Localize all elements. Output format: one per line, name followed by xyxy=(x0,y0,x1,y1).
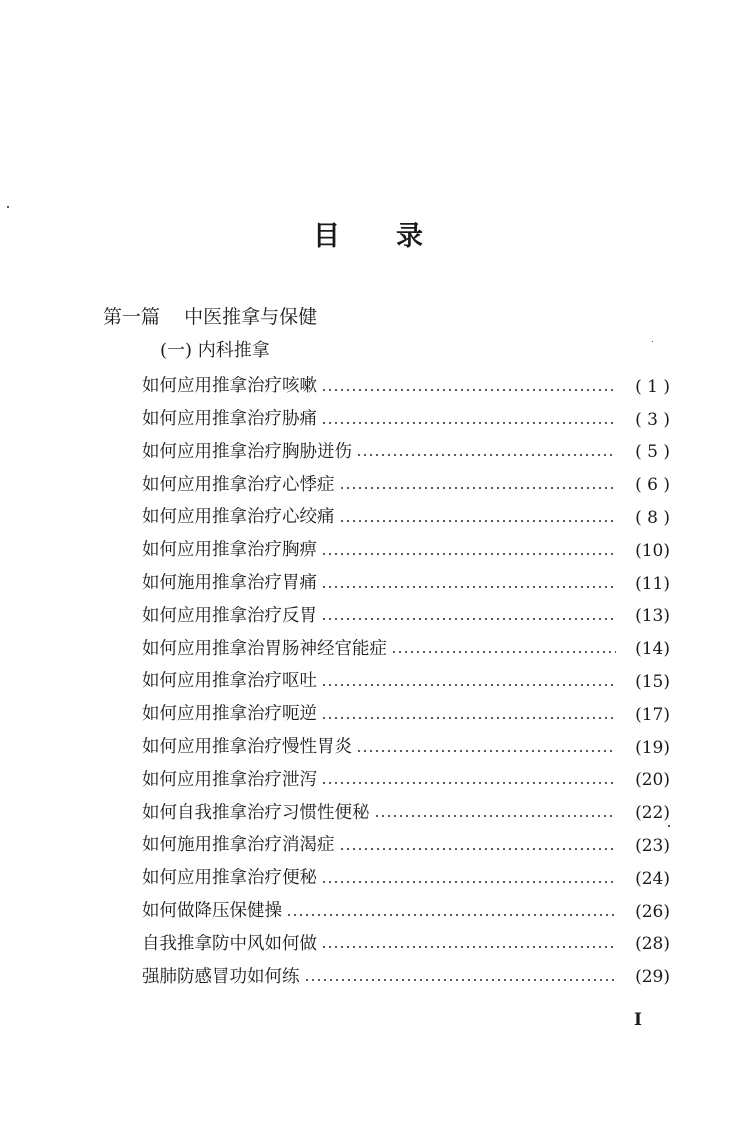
toc-entry-title: 如何应用推拿治疗心绞痛 xyxy=(142,507,335,528)
toc-entry[interactable] xyxy=(142,595,670,628)
dot-leader xyxy=(391,651,616,653)
toc-entry-title: 如何应用推拿治疗胸胁迸伤 xyxy=(142,441,352,462)
dot-leader xyxy=(356,454,616,456)
toc-entry[interactable] xyxy=(142,693,670,726)
toc-entry-title: 如何应用推拿治疗便秘 xyxy=(142,868,317,889)
toc-entry[interactable] xyxy=(142,726,670,759)
toc-entry-page: ( 1 ) xyxy=(635,376,670,397)
toc-entry-title: 如何应用推拿治疗咳嗽 xyxy=(142,376,317,397)
toc-entry-title: 如何应用推拿治疗呕吐 xyxy=(142,671,317,692)
dot-leader xyxy=(321,782,616,784)
toc-entry-page: ( 8 ) xyxy=(635,507,670,528)
toc-entry-page: (13) xyxy=(635,606,670,627)
dot-leader xyxy=(321,881,616,883)
toc-entry-page: (17) xyxy=(635,704,670,725)
toc-list xyxy=(142,365,670,988)
scan-speck xyxy=(7,206,9,208)
dot-leader xyxy=(321,618,616,620)
toc-entry[interactable] xyxy=(142,923,670,956)
dot-leader xyxy=(286,914,616,916)
toc-entry[interactable] xyxy=(142,529,670,562)
toc-entry[interactable] xyxy=(142,431,670,464)
toc-entry-page: (19) xyxy=(635,737,670,758)
dot-leader xyxy=(304,979,617,981)
toc-entry-page: (22) xyxy=(635,803,670,824)
toc-entry[interactable] xyxy=(142,562,670,595)
dot-leader xyxy=(356,750,616,752)
toc-entry-title: 如何施用推拿治疗胃痛 xyxy=(142,573,317,594)
toc-entry-page: ( 5 ) xyxy=(635,442,670,463)
dot-leader xyxy=(321,586,616,588)
dot-leader xyxy=(321,684,616,686)
toc-entry[interactable] xyxy=(142,627,670,660)
toc-entry-title: 如何应用推拿治疗心悸症 xyxy=(142,474,335,495)
toc-entry[interactable] xyxy=(142,890,670,923)
toc-entry-title: 如何应用推拿治胃肠神经官能症 xyxy=(142,638,387,659)
toc-entry[interactable] xyxy=(142,857,670,890)
toc-entry[interactable] xyxy=(142,759,670,792)
toc-entry-page: ( 6 ) xyxy=(635,475,670,496)
toc-entry-page: (14) xyxy=(635,639,670,660)
dot-leader xyxy=(321,389,616,391)
toc-entry-page: ( 3 ) xyxy=(635,409,670,430)
toc-entry[interactable] xyxy=(142,660,670,693)
scan-speck xyxy=(652,341,653,342)
dot-leader xyxy=(321,946,616,948)
toc-entry-title: 如何应用推拿治疗反胃 xyxy=(142,605,317,626)
toc-entry-title: 如何应用推拿治疗慢性胃炎 xyxy=(142,737,352,758)
page-title-char-2: 录 xyxy=(396,221,423,252)
toc-entry[interactable] xyxy=(142,398,670,431)
toc-entry-title: 强肺防感冒功如何练 xyxy=(142,966,300,987)
toc-entry[interactable] xyxy=(142,463,670,496)
toc-entry-page: (24) xyxy=(635,868,670,889)
toc-entry-title: 自我推拿防中风如何做 xyxy=(142,933,317,954)
dot-leader xyxy=(339,848,617,850)
scan-speck xyxy=(668,825,670,827)
section-title: 第一篇 中医推拿与保健 xyxy=(103,306,318,328)
toc-entry-page: (28) xyxy=(635,934,670,955)
toc-entry-page: (29) xyxy=(635,967,670,988)
toc-entry-title: 如何自我推拿治疗习惯性便秘 xyxy=(142,802,370,823)
page-title xyxy=(0,214,736,253)
dot-leader xyxy=(339,487,617,489)
page-title-char-1: 目 xyxy=(313,221,340,252)
toc-entry-page: (26) xyxy=(635,901,670,922)
toc-entry[interactable] xyxy=(142,496,670,529)
toc-entry-title: 如何应用推拿治疗泄泻 xyxy=(142,769,317,790)
toc-entry-title: 如何应用推拿治疗呃逆 xyxy=(142,704,317,725)
dot-leader xyxy=(321,422,616,424)
dot-leader xyxy=(339,520,617,522)
toc-entry-title: 如何应用推拿治疗胁痛 xyxy=(142,409,317,430)
toc-entry-title: 如何做降压保健操 xyxy=(142,901,282,922)
toc-entry[interactable] xyxy=(142,791,670,824)
toc-entry[interactable] xyxy=(142,365,670,398)
toc-entry-title: 如何施用推拿治疗消渴症 xyxy=(142,835,335,856)
toc-entry-page: (10) xyxy=(635,540,670,561)
subsection-title: (一) 内科推拿 xyxy=(160,340,270,361)
dot-leader xyxy=(374,815,617,817)
toc-entry[interactable] xyxy=(142,824,670,857)
toc-entry-page: (23) xyxy=(635,835,670,856)
dot-leader xyxy=(321,553,616,555)
page-number: I xyxy=(634,1010,642,1030)
toc-entry-page: (20) xyxy=(635,770,670,791)
dot-leader xyxy=(321,717,616,719)
toc-entry-page: (11) xyxy=(635,573,670,594)
toc-entry-title: 如何应用推拿治疗胸痹 xyxy=(142,540,317,561)
toc-entry-page: (15) xyxy=(635,671,670,692)
toc-entry[interactable] xyxy=(142,955,670,988)
